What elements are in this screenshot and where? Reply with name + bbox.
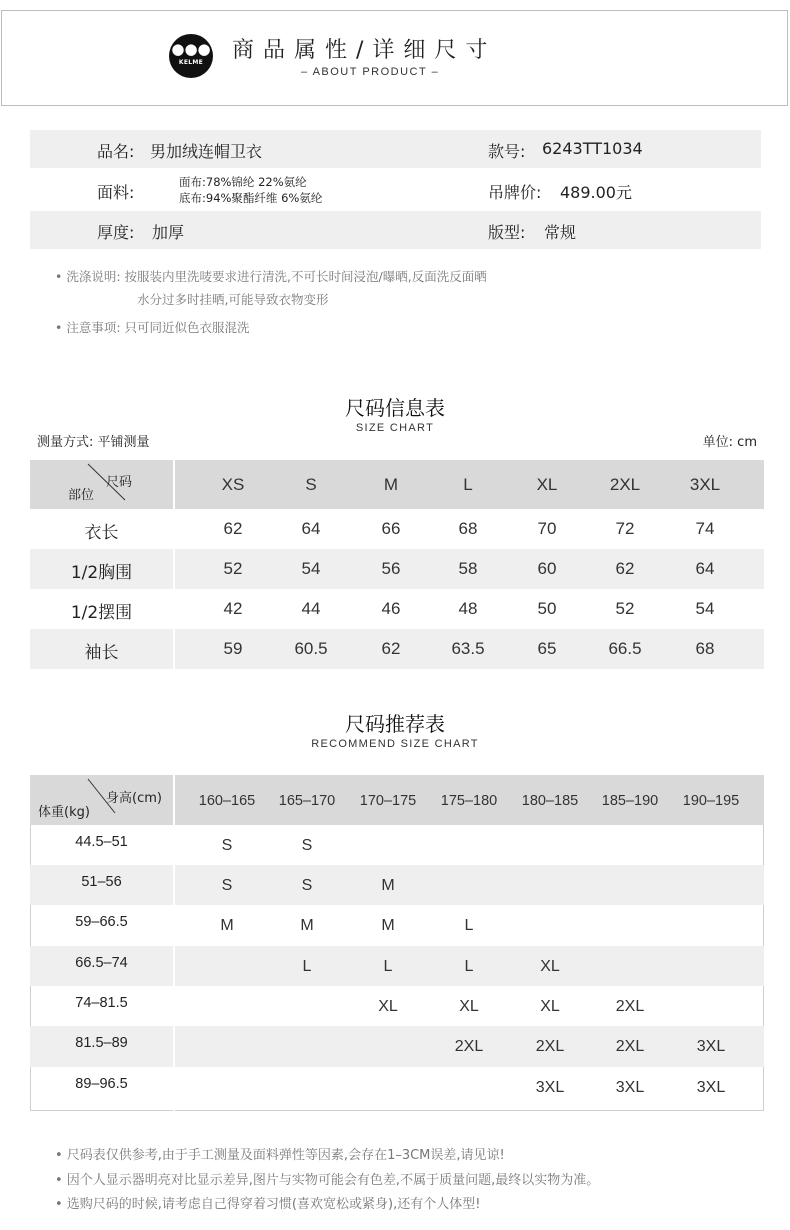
measure-method: 测量方式: 平铺测量: [37, 435, 150, 450]
recommend-table-row: [30, 905, 764, 946]
size-table-cell: 62: [615, 559, 635, 578]
size-table-row: [30, 629, 764, 669]
recommend-table-cell: M: [300, 917, 314, 934]
size-header-cell: 3XL: [689, 475, 721, 494]
size-table-cell: 56: [381, 559, 401, 578]
wash-note: • 洗涤说明: 按服装内里洗唛要求进行清洗,不可长时间浸泡/曝晒,反面洗反面晒: [55, 269, 487, 284]
weight-row-label: 44.5–51: [75, 834, 128, 850]
column-divider: [173, 775, 175, 825]
size-header-cell: S: [305, 475, 317, 494]
size-table-cell: 62: [223, 519, 243, 538]
size-table-cell: 58: [458, 559, 478, 578]
kelme-logo: [169, 34, 213, 78]
recommend-table-cell: XL: [459, 998, 479, 1015]
size-table-cell: 52: [223, 559, 243, 578]
weight-row-label: 89–96.5: [75, 1076, 128, 1092]
size-table-cell: 64: [301, 519, 321, 538]
size-table-cell: 68: [695, 639, 715, 658]
weight-row-label: 66.5–74: [75, 955, 128, 971]
paw-icon: ●●●: [171, 40, 211, 58]
size-table-cell: 50: [537, 599, 557, 618]
size-table-cell: 60: [537, 559, 557, 578]
column-divider: [173, 986, 175, 1026]
weight-row-label: 81.5–89: [75, 1035, 128, 1051]
recommend-table-cell: 2XL: [535, 1038, 565, 1055]
footnote-2: • 因个人显示器明亮对比显示差异,图片与实物可能会有色差,不属于质量问题,最终以实物为准。: [55, 1173, 600, 1188]
size-table-cell: 59: [223, 639, 243, 658]
info-row-thickness: [30, 211, 761, 249]
size-row-label: 1/2胸围: [70, 563, 133, 583]
recommend-table: [30, 775, 764, 1111]
page-title: 商品属性/详细尺寸: [232, 38, 497, 63]
column-divider: [173, 589, 175, 629]
height-header-cell: 180–185: [521, 793, 579, 809]
corner-weight-label: 体重(kg): [38, 805, 90, 820]
size-header-cell: XS: [221, 475, 245, 494]
size-table-cell: 64: [695, 559, 715, 578]
recommend-table-cell: 2XL: [454, 1038, 484, 1055]
corner-diagonal: [30, 460, 173, 509]
recommend-header-row: [30, 775, 764, 825]
height-header-cell: 165–170: [278, 793, 336, 809]
column-divider: [173, 509, 175, 549]
corner-part-label: 部位: [68, 488, 95, 503]
recommend-table-cell: XL: [540, 958, 560, 975]
column-divider: [173, 865, 175, 905]
style-label: 款号:: [488, 142, 526, 161]
thickness-value: 加厚: [152, 223, 185, 242]
weight-row-label: 59–66.5: [75, 914, 128, 930]
unit-label: 单位: cm: [702, 435, 757, 450]
weight-row-label: 74–81.5: [75, 995, 128, 1011]
recommend-title: 尺码推荐表: [345, 712, 445, 736]
price-label: 吊牌价:: [488, 183, 542, 202]
fabric-bottom: 底布:94%聚酯纤维 6%氨纶: [179, 191, 323, 205]
size-table-cell: 68: [458, 519, 478, 538]
column-divider: [173, 825, 175, 865]
size-header-row: [30, 460, 764, 509]
recommend-table-cell: XL: [540, 998, 560, 1015]
price-value: 489.00元: [560, 183, 632, 202]
recommend-table-cell: L: [302, 958, 312, 975]
recommend-table-cell: M: [381, 917, 395, 934]
name-label: 品名:: [97, 142, 135, 161]
size-table-cell: 66: [381, 519, 401, 538]
fit-label: 版型:: [488, 223, 526, 242]
recommend-table-cell: M: [381, 877, 395, 894]
recommend-table-cell: 3XL: [615, 1079, 645, 1096]
column-divider: [173, 549, 175, 589]
info-row-fabric: [30, 170, 761, 208]
column-divider: [173, 1067, 175, 1111]
fabric-label: 面料:: [97, 183, 135, 202]
size-table-cell: 65: [537, 639, 557, 658]
column-divider: [173, 1026, 175, 1067]
column-divider: [173, 905, 175, 946]
height-header-cell: 190–195: [682, 793, 740, 809]
size-table-row: [30, 509, 764, 549]
size-table-cell: 52: [615, 599, 635, 618]
recommend-table-cell: L: [464, 917, 474, 934]
recommend-table-row: [30, 1067, 764, 1111]
recommend-table-cell: M: [220, 917, 234, 934]
size-header-cell: L: [463, 475, 473, 494]
size-table-row: [30, 589, 764, 629]
footnote-1: • 尺码表仅供参考,由于手工测量及面料弹性等因素,会存在1–3CM误差,请见谅!: [55, 1148, 505, 1163]
height-header-cell: 160–165: [198, 793, 256, 809]
size-row-label: 1/2摆围: [70, 603, 133, 623]
recommend-table-row: [30, 946, 764, 986]
size-header-cell: M: [383, 475, 399, 494]
weight-row-label: 51–56: [81, 874, 122, 890]
size-table-cell: 74: [695, 519, 715, 538]
wash-note-cont: 水分过多时挂晒,可能导致衣物变形: [137, 292, 329, 307]
height-header-cell: 170–175: [359, 793, 417, 809]
fit-value: 常规: [544, 223, 577, 242]
recommend-table-cell: L: [383, 958, 393, 975]
recommend-table-row: [30, 1026, 764, 1067]
recommend-table-cell: XL: [378, 998, 398, 1015]
fabric-composition: [179, 174, 322, 206]
logo-text: KELME: [178, 59, 204, 66]
corner-height-label: 身高(cm): [106, 791, 162, 806]
recommend-table-cell: 3XL: [696, 1079, 726, 1096]
size-row-label: 衣长: [84, 523, 119, 543]
column-divider: [173, 629, 175, 669]
size-chart-subtitle: SIZE CHART: [355, 422, 435, 434]
recommend-table-cell: S: [301, 877, 313, 894]
height-header-cell: 185–190: [601, 793, 659, 809]
size-chart-table: [30, 460, 764, 669]
recommend-table-cell: S: [221, 837, 233, 854]
recommend-table-row: [30, 825, 764, 865]
size-table-row: [30, 549, 764, 589]
size-chart-title: 尺码信息表: [345, 396, 445, 420]
recommend-table-row: [30, 865, 764, 905]
recommend-subtitle: RECOMMEND SIZE CHART: [311, 738, 479, 750]
size-table-cell: 72: [615, 519, 635, 538]
recommend-table-row: [30, 986, 764, 1026]
recommend-table-cell: 2XL: [615, 998, 645, 1015]
size-table-cell: 60.5: [294, 639, 328, 658]
recommend-table-cell: L: [464, 958, 474, 975]
column-divider: [173, 946, 175, 986]
size-table-cell: 62: [381, 639, 401, 658]
recommend-table-cell: 2XL: [615, 1038, 645, 1055]
caution-note: • 注意事项: 只可同近似色衣服混洗: [55, 320, 250, 335]
size-table-cell: 70: [537, 519, 557, 538]
thickness-label: 厚度:: [97, 223, 135, 242]
info-row-name: [30, 130, 761, 168]
recommend-table-cell: S: [221, 877, 233, 894]
recommend-table-cell: S: [301, 837, 313, 854]
size-header-cell: XL: [536, 475, 558, 494]
size-table-cell: 54: [301, 559, 321, 578]
size-table-cell: 66.5: [608, 639, 642, 658]
height-header-cell: 175–180: [440, 793, 498, 809]
size-header-cell: 2XL: [609, 475, 641, 494]
recommend-table-cell: 3XL: [535, 1079, 565, 1096]
size-row-label: 袖长: [84, 643, 119, 663]
name-value: 男加绒连帽卫衣: [150, 142, 263, 161]
size-table-cell: 54: [695, 599, 715, 618]
page-subtitle: – ABOUT PRODUCT –: [301, 66, 440, 78]
style-value: 6243TT1034: [542, 139, 643, 158]
size-table-cell: 42: [223, 599, 243, 618]
recommend-table-cell: 3XL: [696, 1038, 726, 1055]
footnote-3: • 选购尺码的时候,请考虑自己得穿着习惯(喜欢宽松或紧身),还有个人体型!: [55, 1197, 481, 1212]
size-table-cell: 63.5: [451, 639, 485, 658]
size-table-cell: 46: [381, 599, 401, 618]
size-table-cell: 48: [458, 599, 478, 618]
corner-size-label: 尺码: [106, 475, 133, 490]
size-table-cell: 44: [301, 599, 321, 618]
column-divider: [173, 460, 175, 509]
fabric-outer: 面布:78%锦纶 22%氨纶: [179, 175, 307, 189]
